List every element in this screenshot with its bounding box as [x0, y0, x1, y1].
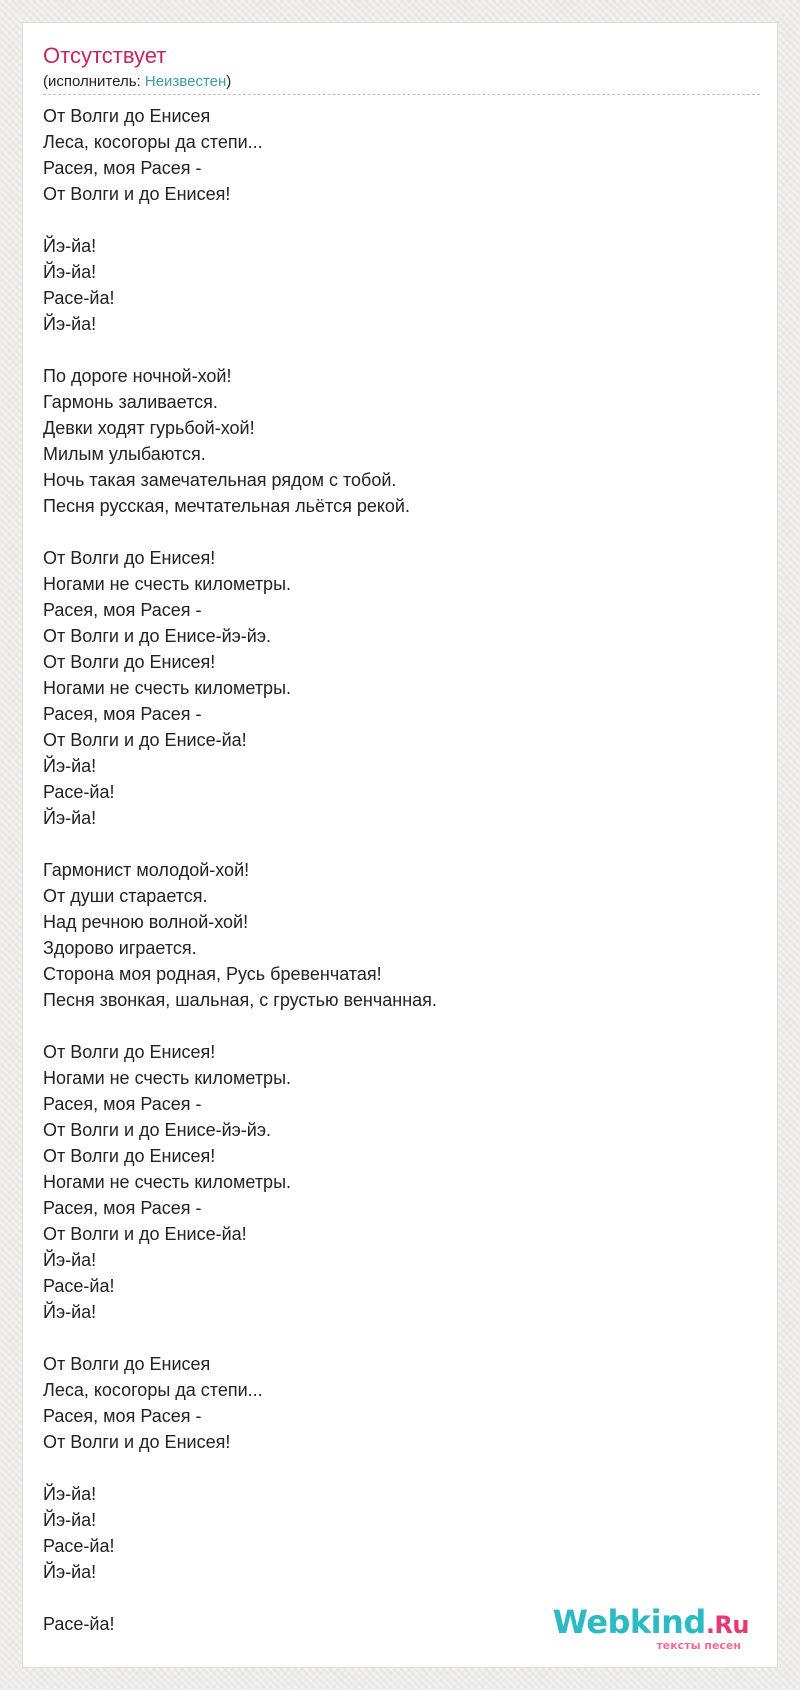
lyric-line: Расея, моя Расея - — [43, 1198, 202, 1218]
lyric-line: От Волги до Енисея — [43, 106, 211, 126]
lyric-line: От Волги и до Енисе-йэ-йэ. — [43, 626, 272, 646]
lyric-line: Расе-йа! — [43, 1614, 115, 1634]
lyric-line: Над речною волной-хой! — [43, 912, 249, 932]
song-title: Отсутствует — [43, 43, 167, 68]
logo-suffix: .Ru — [705, 1611, 749, 1639]
webkind-logo[interactable] — [552, 1603, 749, 1653]
lyric-line: Расея, моя Расея - — [43, 158, 202, 178]
lyric-line: От Волги до Енисея! — [43, 548, 216, 568]
lyric-line: Ночь такая замечательная рядом с тобой. — [43, 470, 397, 490]
lyric-line: От Волги до Енисея! — [43, 1042, 216, 1062]
lyric-line: Ногами не счесть километры. — [43, 1172, 292, 1192]
lyric-blank-line — [43, 1013, 743, 1039]
lyric-line: Расе-йа! — [43, 1536, 115, 1556]
lyric-line: От Волги до Енисея! — [43, 1146, 216, 1166]
logo-name: Webkind — [552, 1603, 706, 1641]
lyric-line: По дороге ночной-хой! — [43, 366, 232, 386]
lyric-line: Леса, косогоры да степи... — [43, 132, 263, 152]
lyric-line: Йэ-йа! — [43, 314, 97, 334]
lyric-blank-line — [43, 1455, 743, 1481]
lyric-line: Девки ходят гурьбой-хой! — [43, 418, 255, 438]
lyrics-card — [22, 22, 778, 1668]
artist-suffix: ) — [226, 73, 232, 90]
lyric-line: Расе-йа! — [43, 288, 115, 308]
lyric-line: Йэ-йа! — [43, 1484, 97, 1504]
lyric-line: Леса, косогоры да степи... — [43, 1380, 263, 1400]
lyric-line: Йэ-йа! — [43, 1250, 97, 1270]
lyric-line: Расе-йа! — [43, 782, 115, 802]
lyric-blank-line — [43, 519, 743, 545]
lyric-line: Йэ-йа! — [43, 756, 97, 776]
lyric-blank-line — [43, 337, 743, 363]
lyric-line: Йэ-йа! — [43, 262, 97, 282]
lyric-line: Расея, моя Расея - — [43, 704, 202, 724]
lyric-line: Йэ-йа! — [43, 1510, 97, 1530]
lyric-line: От Волги и до Енисе-йа! — [43, 1224, 247, 1244]
lyric-line: Здорово играется. — [43, 938, 197, 958]
logo-wordmark — [553, 1603, 749, 1641]
lyric-line: Ногами не счесть километры. — [43, 574, 292, 594]
lyric-line: Расея, моя Расея - — [43, 600, 202, 620]
lyric-line: Ногами не счесть километры. — [43, 1068, 292, 1088]
lyric-line: От Волги и до Енисея! — [43, 184, 231, 204]
lyric-line: Йэ-йа! — [43, 808, 97, 828]
lyric-line: От Волги и до Енисе-йэ-йэ. — [43, 1120, 272, 1140]
lyric-line: Йэ-йа! — [43, 236, 97, 256]
lyric-line: От Волги до Енисея — [43, 1354, 211, 1374]
logo-tagline: тексты песен — [656, 1639, 741, 1652]
artist-line — [43, 73, 780, 91]
artist-link[interactable]: Неизвестен — [144, 73, 227, 90]
lyric-line: Расея, моя Расея - — [43, 1094, 202, 1114]
lyric-line: От Волги до Енисея! — [43, 652, 216, 672]
lyric-line: От Волги и до Енисея! — [43, 1432, 231, 1452]
artist-prefix: (исполнитель: — [43, 73, 145, 90]
lyric-blank-line — [43, 831, 743, 857]
lyric-line: Гармонь заливается. — [43, 392, 218, 412]
lyric-line: Йэ-йа! — [43, 1562, 97, 1582]
lyric-line: Расея, моя Расея - — [43, 1406, 202, 1426]
lyric-line: Сторона моя родная, Русь бревенчатая! — [43, 964, 382, 984]
lyric-blank-line — [43, 1325, 743, 1351]
lyric-line: Ногами не счесть километры. — [43, 678, 292, 698]
song-header — [43, 43, 780, 95]
lyric-line: Песня звонкая, шальная, с грустью венчанная. — [43, 990, 437, 1010]
lyric-line: Гармонист молодой-хой! — [43, 860, 250, 880]
lyric-line: От Волги и до Енисе-йа! — [43, 730, 247, 750]
lyric-blank-line — [43, 207, 743, 233]
lyrics-text — [43, 103, 743, 1637]
header-divider — [43, 94, 760, 95]
lyric-line: Расе-йа! — [43, 1276, 115, 1296]
lyric-line: От души старается. — [43, 886, 208, 906]
lyric-line: Йэ-йа! — [43, 1302, 97, 1322]
lyric-line: Милым улыбаются. — [43, 444, 206, 464]
lyric-line: Песня русская, мечтательная льётся рекой. — [43, 496, 410, 516]
